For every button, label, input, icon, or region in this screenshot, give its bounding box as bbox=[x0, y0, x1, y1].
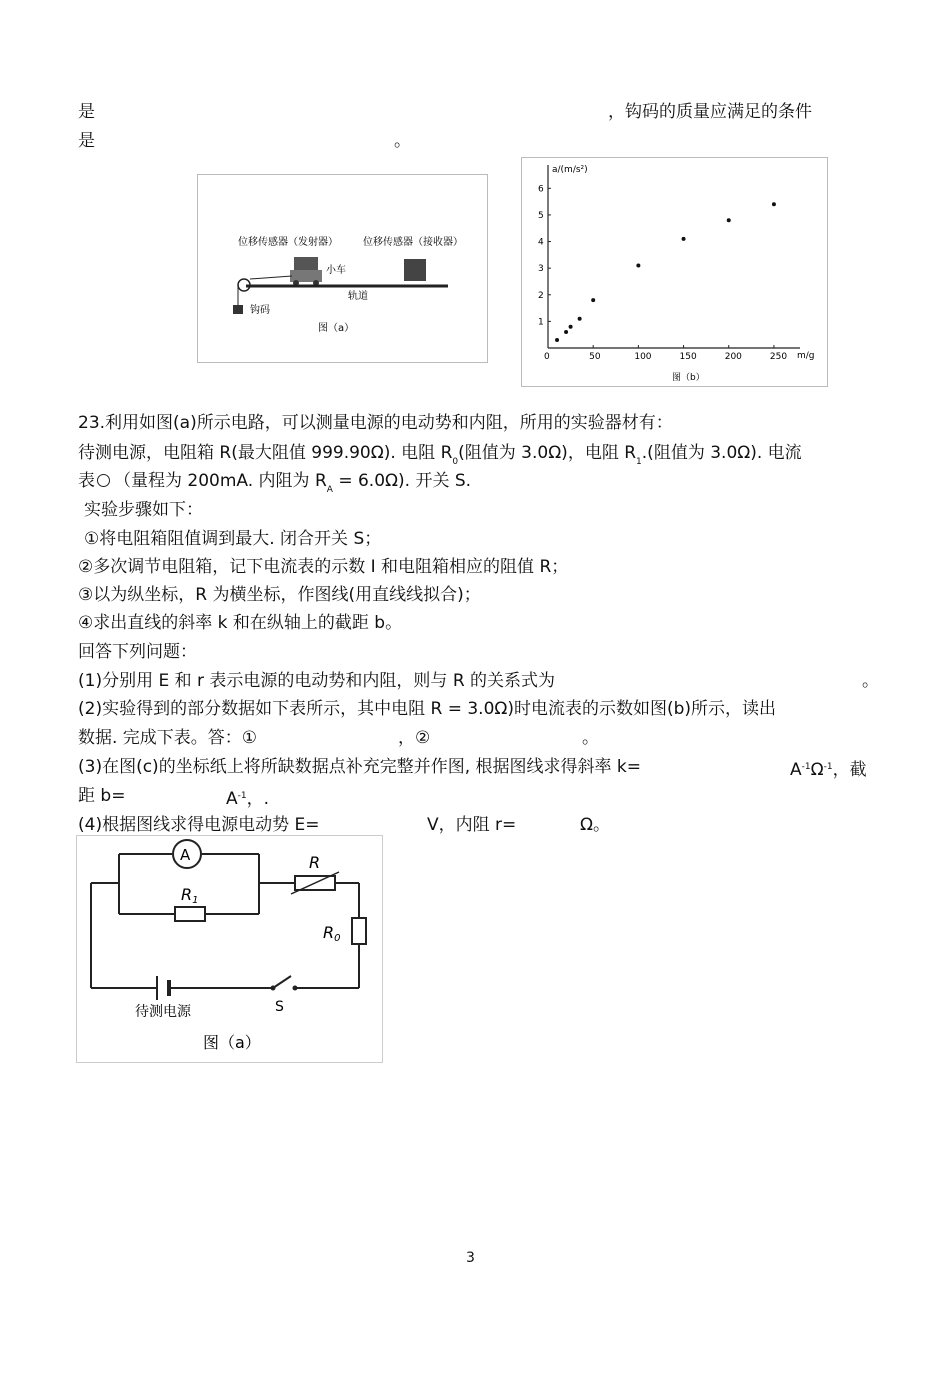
text-line: 。 bbox=[394, 131, 411, 151]
x-tick-label: 100 bbox=[634, 352, 652, 362]
data-point bbox=[727, 218, 731, 222]
page-number: 3 bbox=[466, 1250, 475, 1266]
figure-a-caption: 图（a） bbox=[318, 323, 355, 334]
y-tick-label: 6 bbox=[538, 184, 544, 195]
ammeter-icon bbox=[97, 474, 110, 487]
question-3-unit: $A^{-1}\Omega^{-1}$，截 bbox=[790, 760, 867, 780]
cart bbox=[290, 270, 322, 282]
data-point bbox=[682, 237, 686, 241]
figure-a-track bbox=[197, 174, 488, 363]
y-tick-label: 2 bbox=[538, 290, 544, 301]
x-axis-label: m/g bbox=[797, 351, 815, 361]
figure-b-chart bbox=[521, 157, 828, 387]
r-label: R bbox=[309, 853, 321, 872]
steps-title: 实验步骤如下： bbox=[84, 500, 203, 520]
question-4: (4)根据图线求得电源电动势 E= bbox=[78, 815, 320, 835]
track-label: 轨道 bbox=[348, 291, 368, 302]
question-2-blank2: ，② bbox=[398, 728, 431, 748]
figure-b-caption: 图（b） bbox=[672, 373, 705, 383]
switch-label: S bbox=[275, 999, 284, 1015]
x-tick-label: 200 bbox=[724, 352, 742, 362]
x-tick-label: 50 bbox=[589, 352, 601, 362]
receiver-box bbox=[404, 259, 426, 281]
svg-text:A: A bbox=[180, 846, 191, 864]
question-2-line2: 数据. 完成下表。答：① bbox=[78, 728, 258, 748]
text-line: ，钩码的质量应满足的条件 bbox=[608, 102, 812, 122]
y-tick-label: 3 bbox=[538, 264, 544, 275]
question-4-unit-v: V，内阻 r= bbox=[427, 815, 517, 835]
text-line: 是 bbox=[78, 131, 95, 151]
x-tick-label: 150 bbox=[679, 352, 697, 362]
data-point bbox=[569, 325, 573, 329]
question-3-line2: 距 b= bbox=[78, 786, 126, 806]
data-point bbox=[772, 202, 776, 206]
data-point bbox=[555, 338, 559, 342]
data-point bbox=[564, 330, 568, 334]
step-2: ②多次调节电阻箱，记下电流表的示数 I 和电阻箱相应的阻值 R； bbox=[78, 557, 569, 577]
x-tick-label: 250 bbox=[769, 352, 788, 362]
y-axis-label: a/(m/s²) bbox=[552, 165, 588, 175]
text-line: 是 bbox=[78, 102, 95, 122]
q23-line2: 待测电源，电阻箱 R(最大阻值 999.90Ω). 电阻 $R_0$(阻值为 3.0Ω)，电阻 $R_1$.(阻值为 3.0Ω). 电流 bbox=[78, 443, 802, 467]
question-3: (3)在图(c)的坐标纸上将所缺数据点补充完整并作图, 根据图线求得斜率 k= bbox=[78, 757, 641, 777]
question-1-end: 。 bbox=[862, 671, 879, 691]
step-3: ③以为纵坐标，R 为横坐标，作图线(用直线线拟合)； bbox=[78, 585, 481, 605]
q23-line3: 表 （量程为 200mA. 内阻为 $R_A = 6.0\Omega$). 开关 S. bbox=[78, 471, 472, 495]
question-1: (1)分别用 E 和 r 表示电源的电动势和内阻，则与 R 的关系式为 bbox=[78, 671, 556, 691]
switch-s bbox=[273, 976, 291, 988]
r1-label: R1 bbox=[181, 885, 199, 906]
data-point bbox=[591, 298, 595, 302]
resistor-r0 bbox=[352, 918, 366, 944]
y-tick-label: 4 bbox=[538, 237, 544, 248]
scatter-chart bbox=[522, 158, 827, 386]
x-tick-label: 0 bbox=[544, 352, 550, 362]
question-2-end: 。 bbox=[582, 728, 599, 748]
r0-label: R0 bbox=[323, 923, 341, 944]
data-point bbox=[636, 263, 640, 267]
q23-intro: 23.利用如图(a)所示电路，可以测量电源的电动势和内阻，所用的实验器材有： bbox=[78, 413, 673, 433]
answer-title: 回答下列问题： bbox=[78, 642, 197, 662]
step-1: ①将电阻箱阻值调到最大. 闭合开关 S； bbox=[84, 529, 382, 549]
y-tick-label: 1 bbox=[538, 317, 544, 328]
y-tick-label: 5 bbox=[538, 210, 544, 221]
step-4: ④求出直线的斜率 k 和在纵轴上的截距 b。 bbox=[78, 613, 403, 633]
weight bbox=[233, 305, 243, 314]
resistor-r1 bbox=[175, 907, 205, 921]
question-4-unit-ohm: Ω。 bbox=[580, 815, 610, 835]
sensor-receiver-label: 位移传感器（接收器） bbox=[363, 237, 463, 248]
sensor-transmitter-label: 位移传感器（发射器） bbox=[238, 237, 338, 248]
source-label: 待测电源 bbox=[135, 1004, 191, 1020]
weight-label: 钩码 bbox=[250, 305, 270, 316]
question-2: (2)实验得到的部分数据如下表所示，其中电阻 R = 3.0Ω)时电流表的示数如图(b)所示，读出 bbox=[78, 699, 777, 719]
cart-label: 小车 bbox=[326, 265, 346, 276]
data-point bbox=[578, 317, 582, 321]
figure-a-circuit bbox=[76, 835, 383, 1063]
circuit-caption: 图（a） bbox=[203, 1033, 261, 1052]
question-3-unit2: $A^{-1}$，. bbox=[226, 789, 270, 809]
transmitter-box bbox=[294, 257, 318, 272]
